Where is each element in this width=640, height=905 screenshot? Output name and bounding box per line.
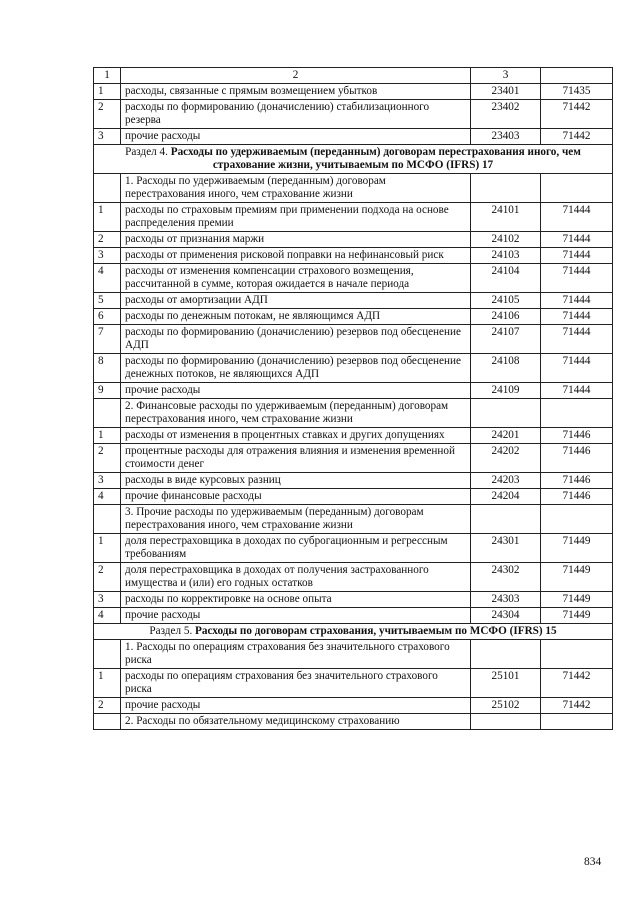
table-row [94,232,613,248]
row-number [94,714,121,730]
row-symbol: 71444 [541,232,613,248]
row-number: 2 [94,232,121,248]
row-code: 24102 [471,232,541,248]
row-number: 1 [94,669,121,698]
row-code: 24101 [471,203,541,232]
section-prefix: Раздел 4. [125,146,171,158]
row-name: расходы по страховым премиям при применении подхода на основе распределения премии [121,203,471,232]
row-code: 24108 [471,354,541,383]
row-number [94,399,121,428]
row-number: 1 [94,84,121,100]
subsection-title: 2. Расходы по обязательному медицинскому страхованию [121,714,471,730]
row-name: расходы по формированию (доначислению) резервов под обесценение АДП [121,325,471,354]
row-code: 24106 [471,309,541,325]
row-name: доля перестраховщика в доходах от получения застрахованного имущества и (или) его годных остатков [121,563,471,592]
row-symbol: 71446 [541,473,613,489]
section-header-cell [94,145,613,174]
table-row [94,129,613,145]
row-name: расходы от применения рисковой поправки на нефинансовый риск [121,248,471,264]
row-number: 4 [94,264,121,293]
row-symbol [541,714,613,730]
table-row [94,489,613,505]
row-code [471,399,541,428]
table-row [94,669,613,698]
row-code: 23402 [471,100,541,129]
row-code: 23401 [471,84,541,100]
row-name: прочие расходы [121,383,471,399]
row-symbol: 71444 [541,325,613,354]
row-name: прочие расходы [121,608,471,624]
subsection-row [94,399,613,428]
row-number: 3 [94,248,121,264]
row-symbol: 71442 [541,100,613,129]
row-symbol [541,399,613,428]
subsection-row [94,640,613,669]
row-name: расходы от изменения компенсации страхового возмещения, рассчитанной в сумме, которая ожидается в начале периода [121,264,471,293]
row-number: 2 [94,100,121,129]
row-number: 5 [94,293,121,309]
table-row [94,383,613,399]
table-row [94,203,613,232]
table-row [94,698,613,714]
row-number: 9 [94,383,121,399]
row-code [471,714,541,730]
row-number: 2 [94,698,121,714]
page-number: 834 [584,856,602,868]
row-code: 24107 [471,325,541,354]
table-body [94,68,613,730]
row-code: 24301 [471,534,541,563]
header-cell-name: 2 [121,68,471,84]
row-symbol: 71446 [541,489,613,505]
row-code: 24202 [471,444,541,473]
row-number [94,640,121,669]
row-number: 6 [94,309,121,325]
header-cell-code: 3 [471,68,541,84]
subsection-row [94,505,613,534]
section-header-cell [94,624,613,640]
subsection-title: 2. Финансовые расходы по удерживаемым (переданным) договорам перестрахования иного, чем страхование жизни [121,399,471,428]
row-name: прочие расходы [121,698,471,714]
section-prefix: Раздел 5. [149,625,196,637]
row-symbol: 71449 [541,563,613,592]
table-row [94,325,613,354]
header-cell-num: 1 [94,68,121,84]
table-row [94,248,613,264]
subsection-row [94,174,613,203]
row-name: расходы, связанные с прямым возмещением убытков [121,84,471,100]
row-symbol: 71435 [541,84,613,100]
subsection-title: 1. Расходы по удерживаемым (переданным) договорам перестрахования иного, чем страхование жизни [121,174,471,203]
row-symbol [541,505,613,534]
row-name: процентные расходы для отражения влияния и изменения временной стоимости денег [121,444,471,473]
header-cell-symbol [541,68,613,84]
row-name: расходы в виде курсовых разниц [121,473,471,489]
row-symbol: 71446 [541,444,613,473]
row-symbol: 71442 [541,698,613,714]
row-code: 24304 [471,608,541,624]
row-name: расходы от амортизации АДП [121,293,471,309]
subsection-row [94,714,613,730]
row-symbol: 71444 [541,309,613,325]
table-row [94,592,613,608]
row-name: прочие расходы [121,129,471,145]
row-name: прочие финансовые расходы [121,489,471,505]
row-symbol: 71449 [541,608,613,624]
table-row [94,354,613,383]
row-name: расходы по формированию (доначислению) стабилизационного резерва [121,100,471,129]
row-name: расходы по денежным потокам, не являющимся АДП [121,309,471,325]
row-number: 3 [94,592,121,608]
row-name: расходы от изменения в процентных ставках и других допущениях [121,428,471,444]
row-symbol: 71444 [541,203,613,232]
row-symbol: 71444 [541,293,613,309]
row-symbol: 71442 [541,669,613,698]
row-number [94,505,121,534]
row-code: 24103 [471,248,541,264]
row-number: 2 [94,444,121,473]
table-row [94,563,613,592]
row-symbol: 71449 [541,534,613,563]
row-symbol: 71442 [541,129,613,145]
table-row [94,264,613,293]
row-name: расходы по корректировке на основе опыта [121,592,471,608]
row-symbol: 71444 [541,354,613,383]
row-symbol: 71446 [541,428,613,444]
subsection-title: 1. Расходы по операциям страхования без значительного страхового риска [121,640,471,669]
row-code [471,174,541,203]
row-code: 25102 [471,698,541,714]
row-code: 25101 [471,669,541,698]
row-code: 23403 [471,129,541,145]
row-number [94,174,121,203]
row-name: расходы по формированию (доначислению) резервов под обесценение денежных потоков, не являющихся АДП [121,354,471,383]
row-symbol: 71449 [541,592,613,608]
row-number: 1 [94,428,121,444]
row-code: 24201 [471,428,541,444]
row-symbol [541,640,613,669]
row-symbol: 71444 [541,383,613,399]
row-number: 1 [94,534,121,563]
row-number: 4 [94,489,121,505]
table-row [94,309,613,325]
table-row [94,84,613,100]
table-row [94,534,613,563]
table-row [94,444,613,473]
row-number: 2 [94,563,121,592]
table-row [94,100,613,129]
section-header-row [94,145,613,174]
accounts-table [93,67,613,730]
row-number: 1 [94,203,121,232]
section-title: Расходы по договорам страхования, учитываемым по МСФО (IFRS) 15 [195,625,557,637]
row-name: расходы по операциям страхования без значительного страхового риска [121,669,471,698]
row-number: 8 [94,354,121,383]
table-header-row [94,68,613,84]
row-code: 24104 [471,264,541,293]
row-number: 3 [94,473,121,489]
row-number: 4 [94,608,121,624]
section-header-row [94,624,613,640]
table-row [94,428,613,444]
subsection-title: 3. Прочие расходы по удерживаемым (переданным) договорам перестрахования иного, чем страхование жизни [121,505,471,534]
row-code: 24302 [471,563,541,592]
table-row [94,608,613,624]
row-symbol: 71444 [541,264,613,293]
row-code [471,640,541,669]
row-code: 24203 [471,473,541,489]
row-code [471,505,541,534]
section-title: Расходы по удерживаемым (переданным) договорам перестрахования иного, чем страхование жизни, учитываемым по МСФО (IFRS) 17 [170,146,581,171]
row-name: доля перестраховщика в доходах по суброгационным и регрессным требованиям [121,534,471,563]
row-name: расходы от признания маржи [121,232,471,248]
row-number: 7 [94,325,121,354]
row-code: 24303 [471,592,541,608]
row-number: 3 [94,129,121,145]
row-symbol [541,174,613,203]
table-row [94,473,613,489]
row-code: 24105 [471,293,541,309]
row-code: 24109 [471,383,541,399]
row-code: 24204 [471,489,541,505]
row-symbol: 71444 [541,248,613,264]
table-row [94,293,613,309]
